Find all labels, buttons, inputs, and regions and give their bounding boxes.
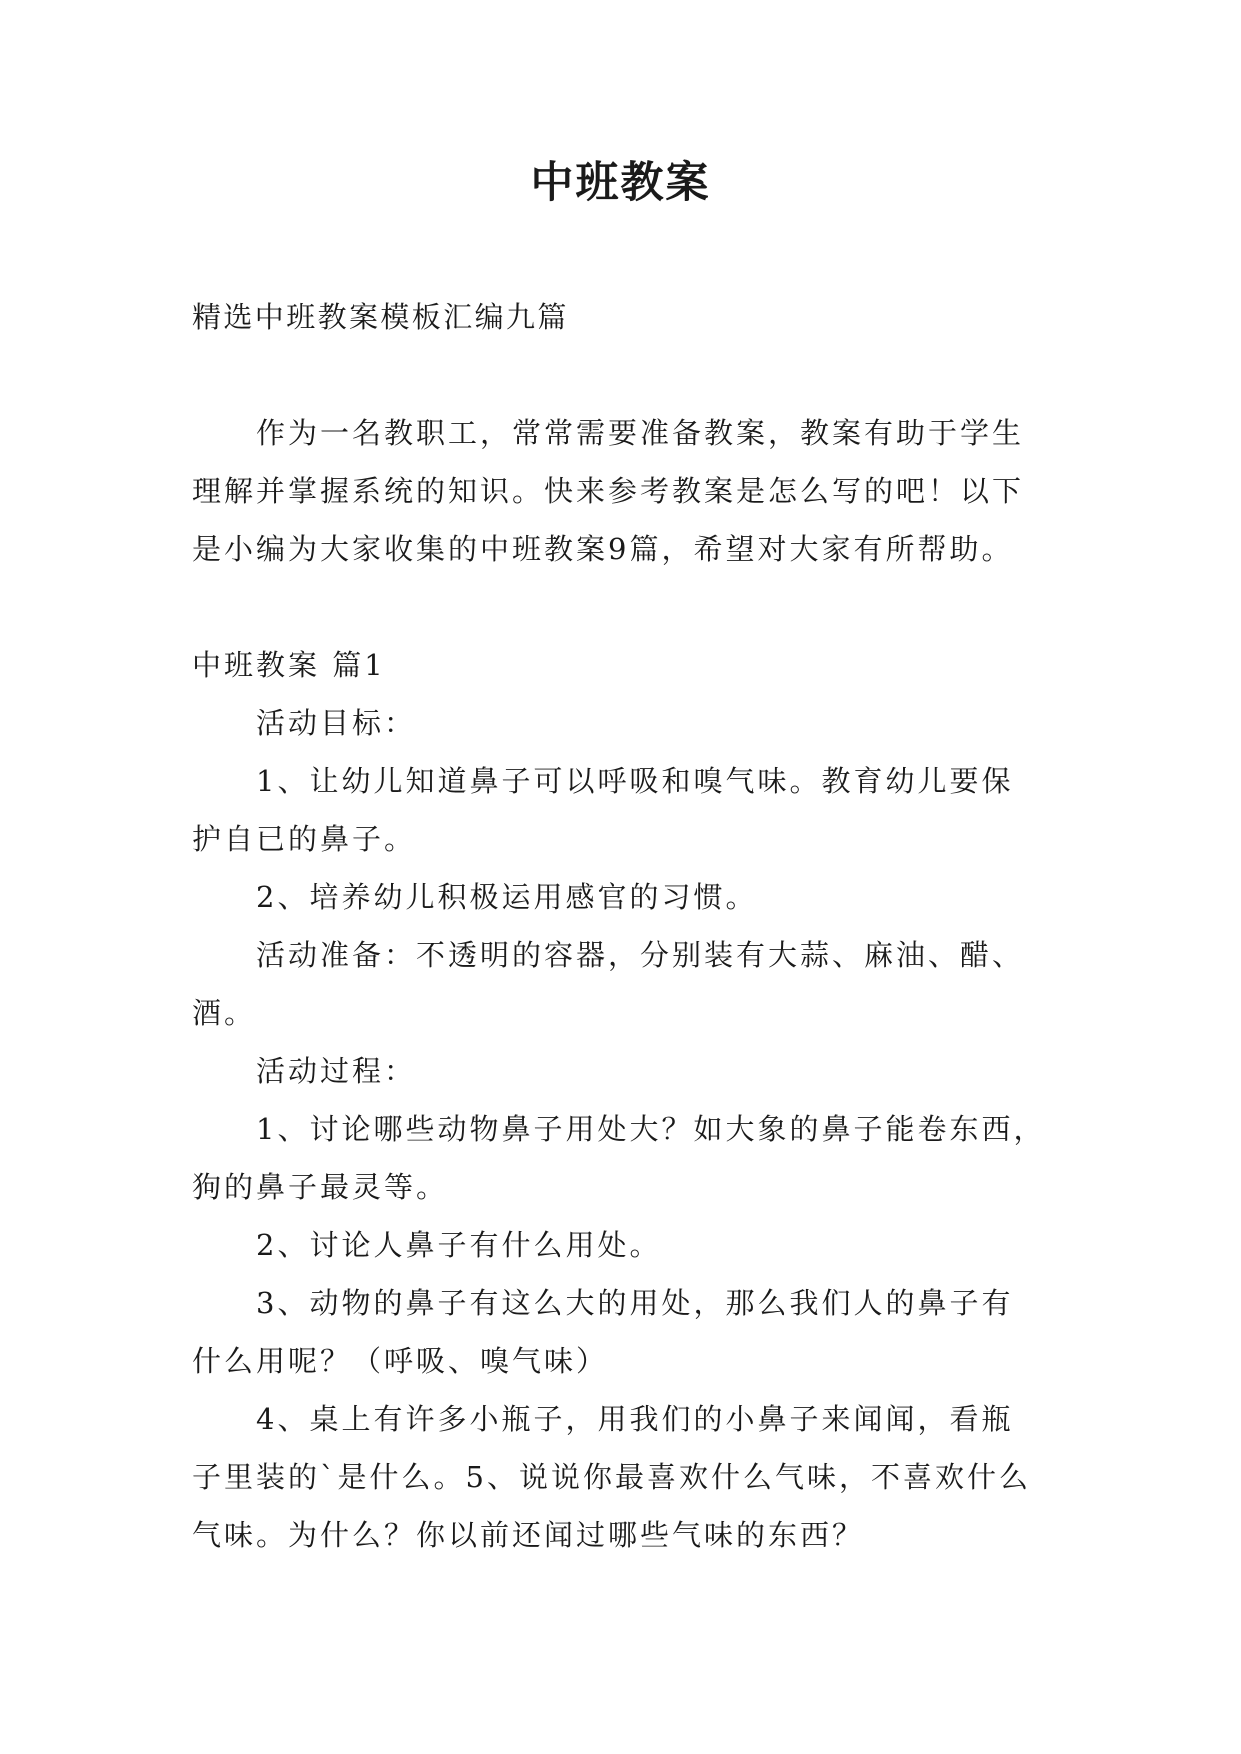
spacer xyxy=(192,578,1072,636)
body-line: 护自已的鼻子。 xyxy=(192,822,417,856)
intro-line: 作为一名教职工，常常需要准备教案，教案有助于学生 xyxy=(256,416,1025,450)
body-line: 1、讨论哪些动物鼻子用处大？如大象的鼻子能卷东西， xyxy=(256,1112,1046,1146)
body-line: 什么用呢？（呼吸、嗅气味） xyxy=(192,1344,609,1378)
body-line: 3、动物的鼻子有这么大的用处，那么我们人的鼻子有 xyxy=(256,1286,1014,1320)
section-heading: 中班教案 篇1 xyxy=(192,648,386,682)
body-line: 活动目标： xyxy=(256,706,417,740)
document-body xyxy=(192,288,1072,1564)
document-title: 中班教案 xyxy=(530,158,711,208)
body-line: 酒。 xyxy=(192,996,257,1030)
body-line: 活动过程： xyxy=(256,1054,417,1088)
body-line: 1、让幼儿知道鼻子可以呼吸和嗅气味。教育幼儿要保 xyxy=(256,764,1014,798)
body-line: 2、讨论人鼻子有什么用处。 xyxy=(256,1228,662,1262)
body-line: 子里装的`是什么。5、说说你最喜欢什么气味，不喜欢什么 xyxy=(192,1460,1031,1494)
body-line: 气味。为什么？你以前还闻过哪些气味的东西？ xyxy=(192,1518,865,1552)
spacer xyxy=(192,346,1072,404)
intro-line: 是小编为大家收集的中班教案9篇，希望对大家有所帮助。 xyxy=(192,532,1014,566)
body-line: 活动准备：不透明的容器，分别装有大蒜、麻油、醋、 xyxy=(256,938,1025,972)
document-subtitle: 精选中班教案模板汇编九篇 xyxy=(192,300,569,334)
body-line: 4、桌上有许多小瓶子，用我们的小鼻子来闻闻，看瓶 xyxy=(256,1402,1014,1436)
body-line: 狗的鼻子最灵等。 xyxy=(192,1170,449,1204)
body-line: 2、培养幼儿积极运用感官的习惯。 xyxy=(256,880,758,914)
intro-line: 理解并掌握系统的知识。快来参考教案是怎么写的吧！以下 xyxy=(192,474,1025,508)
